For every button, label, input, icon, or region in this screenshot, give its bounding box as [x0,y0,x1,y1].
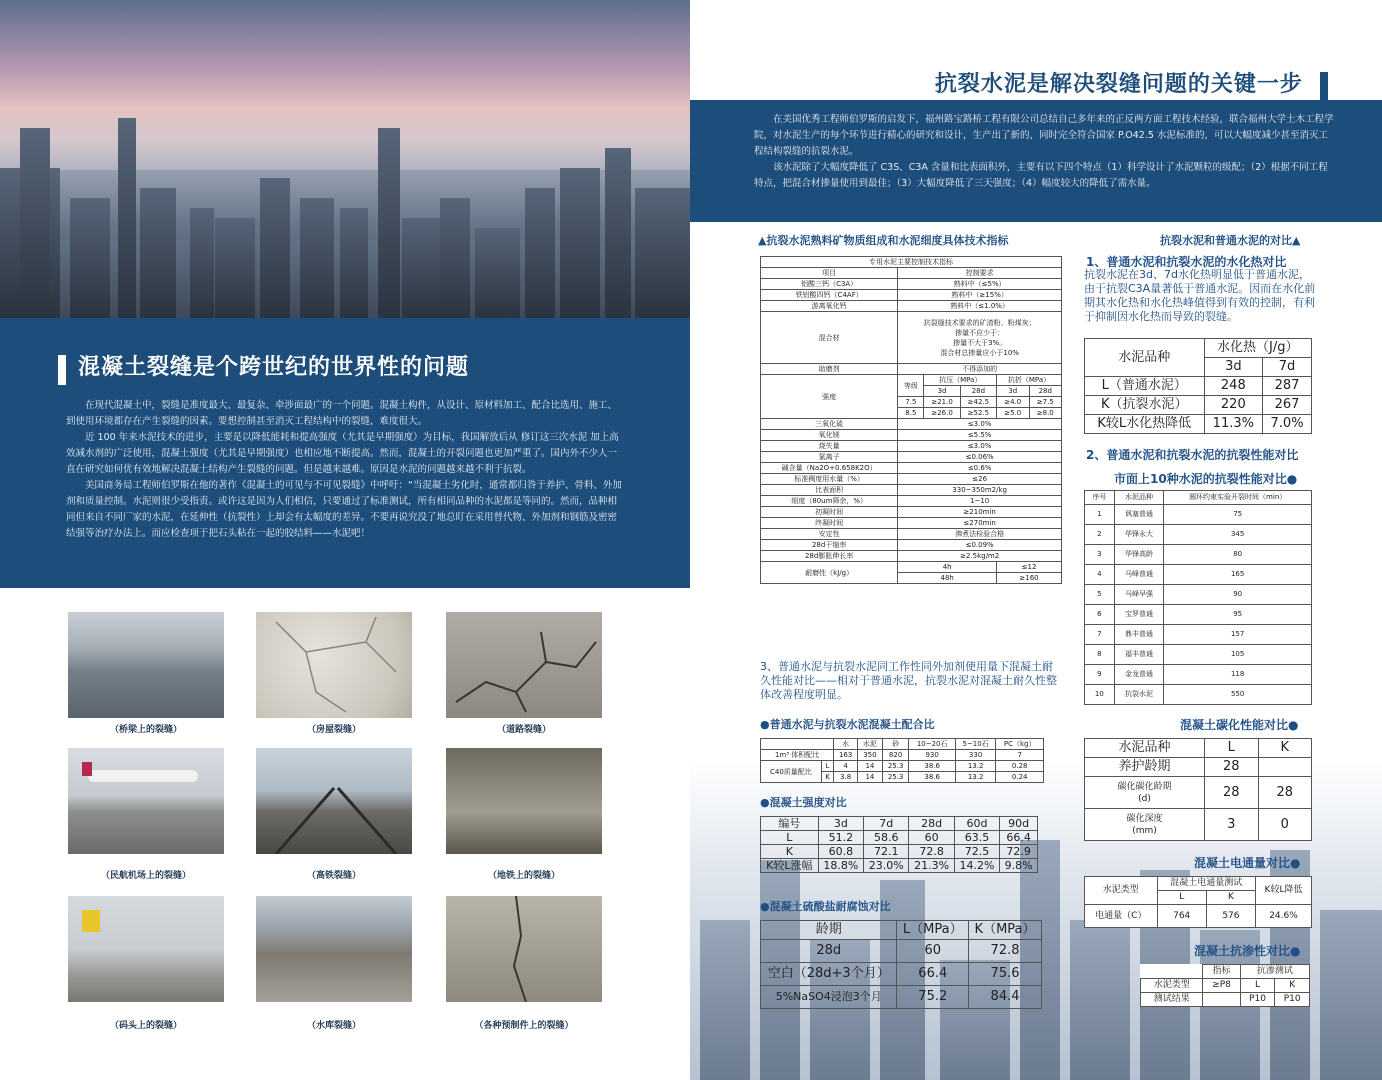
right-paragraph-2: 该水泥除了大幅度降低了 C3S、C3A 含量和比表面积外，主要有以下四个特点（1）科学设计了水泥颗粒的级配；（2）根据不同工程特点，把混合材掺量使用到最佳；（3）大幅度降低了三天强度；（4）幅度较大的降低了需水量。 [754,162,1328,189]
strength-cell: 编号 [761,817,819,831]
pier-crack-photo [68,896,224,1002]
tech-cell: 铁铝酸四钙（C4AF） [761,290,898,301]
permeability-title: 混凝土抗渗性对比● [1194,944,1301,958]
mix-cell: 25.3 [882,772,909,783]
crack-cell: 马峰普通 [1114,565,1164,585]
tech-cell: 不得添加的 [898,364,1062,375]
tech-cell: 抗折（MPa） [997,375,1062,386]
carbonation-title: 混凝土碳化性能对比● [1180,718,1299,732]
crack-cell: 1 [1085,505,1115,525]
crack-cell: 讽塞普通 [1114,505,1164,525]
sulfate-cell: 84.4 [969,986,1042,1009]
heat-cell: 水化热（J/g） [1204,339,1311,358]
section3-text: 3、普通水泥与抗裂水泥同工作性同外加剂使用量下混凝土耐久性能对比——相对于普通水泥，抗裂水泥对混凝土耐久性整体改善程度明显。 [760,660,1057,701]
tech-cell: ≥4.0 [997,397,1029,408]
crack-cell: 105 [1164,645,1312,665]
tech-cell: ≥8.0 [1029,408,1062,419]
tech-cell: 48h [898,573,997,584]
crack-cell: 9 [1085,665,1115,685]
tech-cell: ≤5.5% [898,430,1062,441]
tech-cell: ≤270min [898,518,1062,529]
crack-cell: 5 [1085,585,1115,605]
mix-cell: 7 [996,750,1044,761]
perm-cell: 抗渗测试 [1240,965,1309,979]
crack-cell: 2 [1085,525,1115,545]
tech-cell: ≤0.09% [898,540,1062,551]
crack-cell: 90 [1164,585,1312,605]
mix-cell: 38.6 [909,761,955,772]
right-title: 抗裂水泥是解决裂缝问题的关键一步 [934,72,1303,97]
strength-cell: K [761,845,819,859]
carb-cell: 水泥品种 [1085,739,1205,758]
strength-cell: 58.6 [864,831,909,845]
heat-cell: 11.3% [1204,415,1263,434]
mix-cell: PC（kg） [996,739,1044,750]
tech-cell: ≥7.5 [1029,397,1062,408]
strength-cell: 21.3% [909,859,954,873]
strength-cell: 72.9 [1000,845,1038,859]
crack-cell: 8 [1085,645,1115,665]
tech-cell: 比表面积 [761,485,898,496]
tech-cell: ≥26.0 [924,408,960,419]
tech-cell: ≥2.5kg/m2 [898,551,1062,562]
crack-cell: 165 [1164,565,1312,585]
tech-cell: ≤12 [997,562,1062,573]
mix-cell: 25.3 [882,761,909,772]
crack-cell: 宝罗普通 [1114,605,1164,625]
section1-title: 1、普通水泥和抗裂水泥的水化热对比 [1086,255,1287,269]
heat-cell: 3d [1204,358,1263,377]
strength-cell: 60d [954,817,999,831]
tech-cell: ≤0.6% [898,463,1062,474]
strength-cell: 3d [818,817,863,831]
elec-cell: 水泥类型 [1085,877,1158,905]
section1-text: 抗裂水泥在3d、7d水化热明显低于普通水泥，由于抗裂C3A量著低于普通水泥。因而在水化前期其水化热和水化热峰值得到有效的控制，有利于抑制因水化热而导致的裂缝。 [1084,268,1316,323]
mix-cell: K [821,772,833,783]
heat-cell: K较L水化热降低 [1085,415,1205,434]
left-intro-panel [0,318,690,588]
heading-bar [58,355,66,385]
strength-cell: 72.8 [909,845,954,859]
sulfate-cell: 66.4 [897,963,969,986]
strength-cell: 90d [1000,817,1038,831]
strength-cell: 72.1 [864,845,909,859]
tech-cell: 安定性 [761,529,898,540]
crack-cell: 序号 [1085,491,1115,505]
tech-cell: 1~10 [898,496,1062,507]
tech-cell: 控制要求 [898,268,1062,279]
tech-cell: 7.5 [898,397,924,408]
carb-cell [1258,758,1312,777]
crack-cell: 圆环约束实验开裂时间（min） [1164,491,1312,505]
compare-title: 抗裂水泥和普通水泥的对比▲ [1160,234,1301,247]
mix-cell: 3.8 [834,772,858,783]
caption-house: （房屋裂缝） [306,725,361,735]
tech-cell: 抗裂缝技术要求的矿渣粉、粉煤灰； 掺量不应少于： 掺量不大于3%。 混合材总掺量应小于10% [898,312,1062,364]
crack-cell: 95 [1164,605,1312,625]
tech-cell: ≥42.5 [960,397,996,408]
elec-cell: 764 [1157,905,1206,928]
perm-cell: 指标 [1203,965,1240,979]
crack-cell: 3 [1085,545,1115,565]
caption-airport: （民航机场上的裂缝） [100,871,191,881]
carb-cell: 碳化深度 (mm) [1085,809,1205,841]
tech-cell: 标准稠度用水量（%） [761,474,898,485]
caption-precast: （各种预制件上的裂缝） [474,1021,574,1031]
carb-cell: 28 [1258,777,1312,809]
right-intro-panel [690,0,1382,222]
bridge-crack-photo [68,612,224,718]
strength-cell: 60 [909,831,954,845]
sulfate-cell: 75.2 [897,986,969,1009]
strength-cell: 60.8 [818,845,863,859]
strength-cell: 7d [864,817,909,831]
strength-cell: 14.2% [954,859,999,873]
carb-cell: 28 [1205,758,1259,777]
crack-cell: 马峰早强 [1114,585,1164,605]
sulfate-cell: 28d [761,940,897,963]
crack-cell: 75 [1164,505,1312,525]
tech-cell: 细度（80um筛余，%） [761,496,898,507]
carb-cell: 28 [1205,777,1259,809]
tech-cell: 碱含量（Na2O+0.658K2O） [761,463,898,474]
mix-cell: 10~20石 [909,739,955,750]
heat-cell: 水泥品种 [1085,339,1205,377]
elec-cell: 混凝土电通量测试 [1157,877,1255,891]
tech-cell: 熟料中（≤1.0%） [898,301,1062,312]
crack-resistance-table [1084,490,1312,705]
tech-cell: 熟料中（≤5%） [898,279,1062,290]
mix-cell: 14 [858,761,883,772]
caption-subway: （地铁上的裂缝） [487,871,560,881]
tech-cell: 330~350m2/kg [898,485,1062,496]
carb-cell: K [1258,739,1312,758]
strength-compare-table [760,816,1038,873]
mix-table-title: ●普通水泥与抗裂水泥混凝土配合比 [760,718,935,731]
tech-cell: 8.5 [898,408,924,419]
sulfate-cell: 72.8 [969,940,1042,963]
crack-cell: 水泥品种 [1114,491,1164,505]
airport-crack-photo [68,748,224,854]
strength-cell: 18.8% [818,859,863,873]
carb-cell: 养护龄期 [1085,758,1205,777]
tech-cell: ≤0.06% [898,452,1062,463]
tech-cell: 28d膨胀伸长率 [761,551,898,562]
perm-cell: P10 [1275,993,1310,1007]
tech-cell: ≥210min [898,507,1062,518]
carb-cell: 碳化碳化龄期 (d) [1085,777,1205,809]
mix-cell: 0.28 [996,761,1044,772]
caption-bridge: （桥梁上的裂缝） [109,725,182,735]
sulfate-table-title: ●混凝土硫酸盐耐腐蚀对比 [760,900,891,913]
tech-cell: 4h [898,562,997,573]
mix-cell: 水 [834,739,858,750]
carb-cell: 3 [1205,809,1259,841]
mix-cell: 14 [858,772,883,783]
crack-cell: 抗裂水泥 [1114,685,1164,705]
sulfate-cell: 龄期 [761,921,897,940]
crack-cell: 6 [1085,605,1115,625]
perm-cell: 水泥类型 [1141,979,1203,993]
tech-table-header: 专用水泥主要控制技术指标 [761,257,1062,268]
strength-cell: 23.0% [864,859,909,873]
caption-reservoir: （水库裂缝） [306,1021,361,1031]
left-paragraph-2: 近 100 年来水泥技术的进步，主要是以降低能耗和提高强度（尤其是早期强度）为目标，我国解放后从 修订这三次水泥 加上高效减水剂的广泛使用，混凝土强度（尤其是早期强度）也相应地不断提高。然而，混凝土的开裂问题也更加严重了。国内外不少人一直在研究如何优有效地解决混凝土结构产生裂缝的问题。但是越来越难。原因是水泥的问题越来越不利于抗裂。 [66,432,619,475]
left-title: 混凝土裂缝是个跨世纪的世界性的问题 [78,355,470,380]
perm-cell: L [1240,979,1275,993]
heat-cell: 287 [1263,377,1312,396]
tech-cell: 三氧化硫 [761,419,898,430]
heat-cell: 220 [1204,396,1263,415]
mix-cell: 1m³ 体积配比 [761,750,834,761]
elec-cell: 24.6% [1256,905,1312,928]
tech-cell: 项目 [761,268,898,279]
house-crack-photo [256,612,412,718]
tech-cell: 混合材 [761,312,898,364]
mix-cell: 0.24 [996,772,1044,783]
mix-cell: 350 [858,750,883,761]
perm-cell: K [1275,979,1310,993]
mix-ratio-table [760,738,1044,783]
section2-title: 2、普通水泥和抗裂水泥的抗裂性能对比 [1086,448,1299,462]
mix-cell: 330 [955,750,996,761]
elec-cell: 576 [1206,905,1255,928]
right-section-heading [935,67,1328,102]
tech-cell: 3d [997,386,1029,397]
strength-cell: 72.5 [954,845,999,859]
crack-cell: 华锋永大 [1114,525,1164,545]
right-paragraph-1: 在美国优秀工程师伯罗斯的启发下，福州路宝路桥工程有限公司总结自己多年来的正反两方面工程技术经验，联合福州大学土木工程学院，对水泥生产的每个环节进行精心的研究和设计，生产出了新的，同时完全符合国家 P.O42.5 水泥标准的，可以大幅度减少甚至消灭工程结构裂缝的抗裂水泥。 [754,114,1334,157]
elec-cell: K [1206,891,1255,905]
caption-pier: （码头上的裂缝） [109,1021,182,1031]
right-heading-bar [1320,72,1328,102]
heat-cell: 7.0% [1263,415,1312,434]
elec-cell: K较L降低 [1256,877,1312,905]
crack-cell: 550 [1164,685,1312,705]
strength-cell: 51.2 [818,831,863,845]
crack-cell: 10 [1085,685,1115,705]
mix-cell: 4 [834,761,858,772]
strength-cell: 66.4 [1000,831,1038,845]
heat-table [1084,338,1312,434]
crack-cell: 鼎丰普通 [1114,625,1164,645]
heat-cell: 248 [1204,377,1263,396]
tech-cell: 28d [960,386,996,397]
railway-crack-photo [256,748,412,854]
tech-table-title: ▲抗裂水泥熟料矿物质组成和水泥细度具体技术指标 [758,234,1009,247]
sulfate-cell: 5%NaSO4浸泡3个月 [761,986,897,1009]
left-paragraph-3: 美国商务局工程师伯罗斯在他的著作《混凝土的可见与不可见裂缝》中呼吁：“当混凝土劣化时，通常都归咎于养护、骨料、外加剂和质量控制。水泥则很少受指责。或许这是因为人们相信，只要通过了标准测试，所有相同品种的水泥都是等同的。然而，品种相同但来自不同厂家的水泥，在延伸性（抗裂性）上却会有太幅度的差异。不要再说究没了地总盯在采用替代物、外加剂和钢筋及密密结强等治疗办法上。而应检查项于把石头粘在一起的胶结料——水泥吧！ [66,480,622,539]
mix-cell: 820 [882,750,909,761]
crack-cell: 7 [1085,625,1115,645]
tech-cell: ≥21.0 [924,397,960,408]
mix-cell: 13.2 [955,761,996,772]
perm-cell [1203,993,1240,1007]
tech-cell: 烧失量 [761,441,898,452]
crack-cell: 118 [1164,665,1312,685]
mix-cell: L [821,761,833,772]
electric-flux-table [1084,876,1312,928]
mix-cell: 163 [834,750,858,761]
crack-cell: 华锋高龄 [1114,545,1164,565]
left-paragraph-1: 在现代混凝土中，裂缝是准度最大、最复杂、牵涉面最广的一个问题。混凝土构件，从设计、原材料加工、配合比选用、施工、到使用环境都存在产生裂缝的因素。要想控制甚至消灭工程结构中的裂缝，难度很大。 [66,400,618,427]
tech-cell: 28d干缩率 [761,540,898,551]
perm-cell [1141,965,1203,979]
strength-cell: 28d [909,817,954,831]
elec-cell: 电通量（C） [1085,905,1158,928]
sulfate-cell: L（MPa） [897,921,969,940]
crack-table-title: 市面上10种水泥的抗裂性能对比● [1114,472,1298,486]
mix-cell: C40质量配比 [761,761,822,783]
subway-crack-photo [446,748,602,854]
electric-flux-title: 混凝土电通量对比● [1194,856,1301,870]
crack-cell: 福丰普通 [1114,645,1164,665]
road-crack-photo [446,612,602,718]
tech-cell: ≥160 [997,573,1062,584]
sulfate-cell: 空白（28d+3个月） [761,963,897,986]
permeability-table [1140,964,1310,1007]
tech-cell: 终凝时间 [761,518,898,529]
tech-cell: ≤26 [898,474,1062,485]
strength-cell: 9.8% [1000,859,1038,873]
tech-cell: 氧化镁 [761,430,898,441]
crack-cell: 157 [1164,625,1312,645]
crack-cell: 345 [1164,525,1312,545]
hero-skyline-image [0,0,690,318]
strength-cell: 63.5 [954,831,999,845]
carb-cell: 0 [1258,809,1312,841]
perm-cell: P10 [1240,993,1275,1007]
caption-railway: （高铁裂缝） [306,871,361,881]
carb-cell: L [1205,739,1259,758]
crack-cell: 金龙普通 [1114,665,1164,685]
tech-spec-table [760,256,1062,584]
crack-cell: 4 [1085,565,1115,585]
tech-cell: 沸煮法检验合格 [898,529,1062,540]
tech-cell: 28d [1029,386,1062,397]
sulfate-table [760,920,1042,1009]
tech-cell: ≥5.0 [997,408,1029,419]
perm-cell: ≥P8 [1203,979,1240,993]
strength-cell: K较L涨幅 [761,859,819,873]
tech-cell: ≤3.0% [898,441,1062,452]
precast-crack-photo [446,896,602,1002]
right-header-band [690,0,1382,60]
mix-cell [761,739,834,750]
tech-cell: 强度 [761,375,898,419]
sulfate-cell: 75.6 [969,963,1042,986]
strength-table-title: ●混凝土强度对比 [760,796,847,809]
mix-cell: 砂 [882,739,909,750]
perm-cell: 测试结果 [1141,993,1203,1007]
mix-cell: 水泥 [858,739,883,750]
heat-cell: L（普通水泥） [1085,377,1205,396]
heat-cell: 7d [1263,358,1312,377]
heat-cell: K（抗裂水泥） [1085,396,1205,415]
tech-cell: 游离氧化钙 [761,301,898,312]
tech-cell: 3d [924,386,960,397]
tech-cell: 等级 [898,375,924,397]
tech-cell: 初凝时间 [761,507,898,518]
tech-cell: 氯离子 [761,452,898,463]
tech-cell: ≥52.5 [960,408,996,419]
tech-cell: 抗压（MPa） [924,375,997,386]
strength-cell: L [761,831,819,845]
sulfate-cell: 60 [897,940,969,963]
tech-cell: 耐磨性（kJ/g） [761,562,898,584]
tech-cell: 铝酸三钙（C3A） [761,279,898,290]
mix-cell: 930 [909,750,955,761]
heat-cell: 267 [1263,396,1312,415]
tech-cell: ≤3.0% [898,419,1062,430]
elec-cell: L [1157,891,1206,905]
mix-cell: 38.6 [909,772,955,783]
left-section-heading [58,350,469,385]
mix-cell: 5~10石 [955,739,996,750]
crack-cell: 80 [1164,545,1312,565]
caption-road: （道路裂缝） [496,725,551,735]
mix-cell: 13.2 [955,772,996,783]
tech-cell: 助磨剂 [761,364,898,375]
reservoir-crack-photo [256,896,412,1002]
carbonation-table [1084,738,1312,841]
sulfate-cell: K（MPa） [969,921,1042,940]
tech-cell: 熟料中（≥15%） [898,290,1062,301]
